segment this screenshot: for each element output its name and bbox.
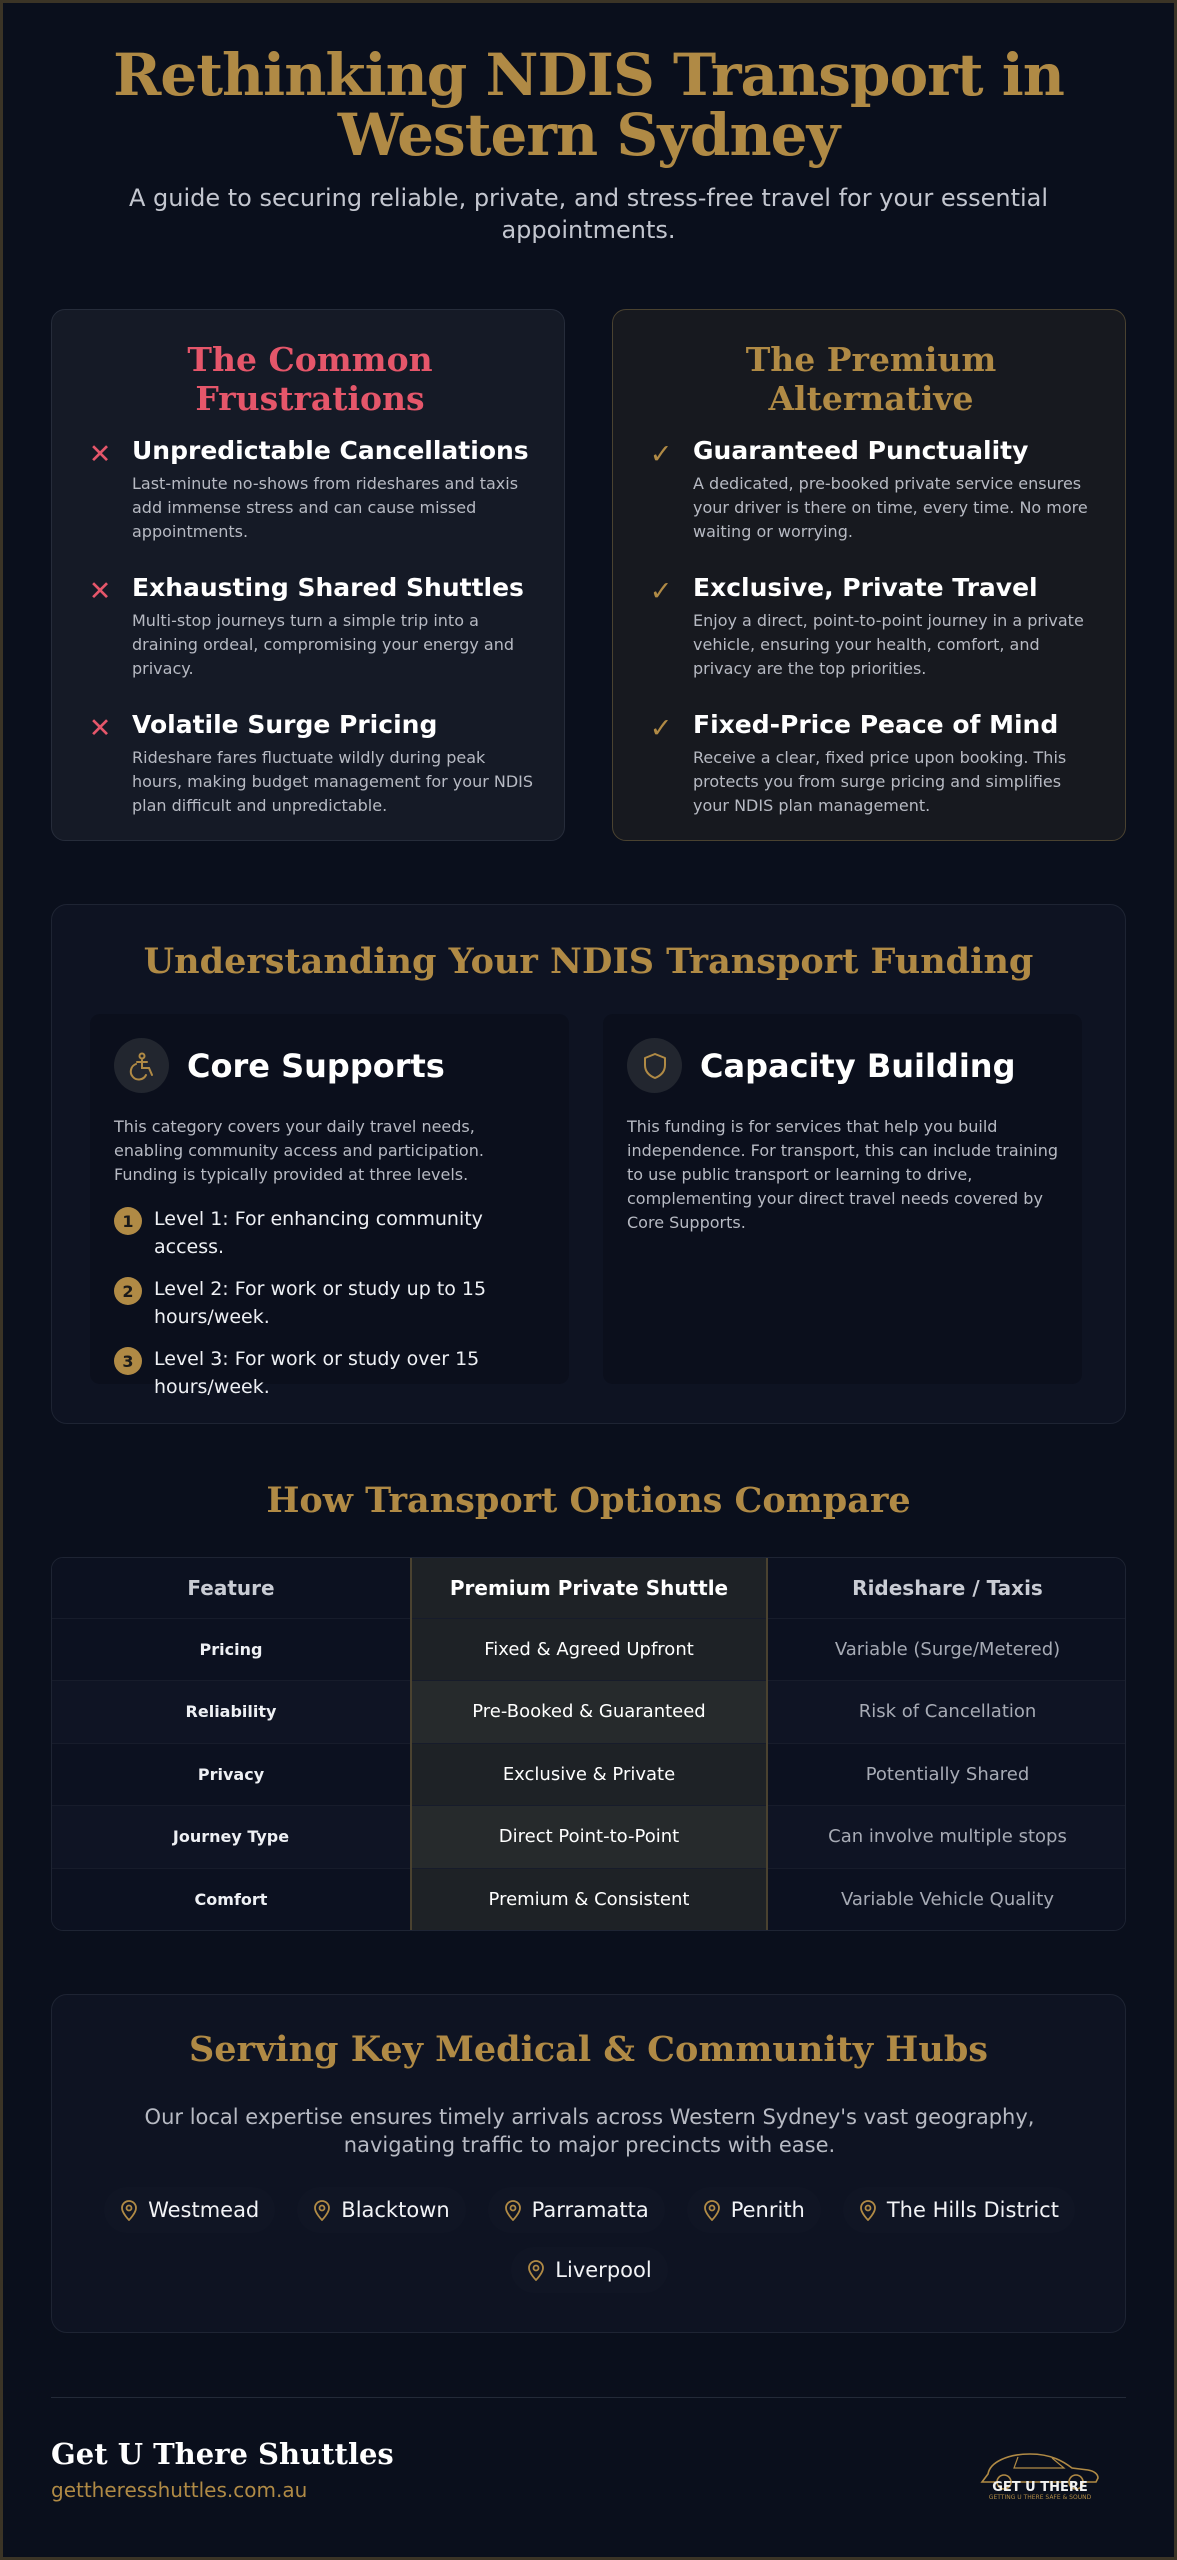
level-number: 3 <box>114 1347 142 1375</box>
logo-tagline: GETTING U THERE SAFE & SOUND <box>988 2494 1092 2501</box>
table-cell: Journey Type <box>52 1806 411 1869</box>
shield-icon <box>627 1038 682 1093</box>
comparison-title: How Transport Options Compare <box>266 1480 911 1521</box>
check-icon: ✓ <box>649 576 673 607</box>
level-number: 2 <box>114 1277 142 1305</box>
premium-card <box>612 309 1126 841</box>
frustration-item <box>86 710 534 818</box>
x-icon: ✕ <box>88 713 112 744</box>
x-icon: ✕ <box>88 439 112 470</box>
frustration-item <box>86 573 534 681</box>
funding-title: Understanding Your NDIS Transport Funding <box>143 941 1034 982</box>
hub-chip <box>843 2187 1075 2233</box>
hub-list <box>82 2187 1097 2293</box>
level-item <box>114 1275 545 1331</box>
frustration-item <box>86 436 534 544</box>
hub-chip <box>297 2187 465 2233</box>
hub-chip <box>511 2247 667 2293</box>
premium-item-title: Fixed-Price Peace of Mind <box>693 710 1059 739</box>
core-supports-title: Core Supports <box>187 1046 445 1085</box>
table-cell: Pricing <box>52 1618 411 1681</box>
table-cell: Exclusive & Private <box>411 1743 767 1806</box>
map-pin-icon <box>504 2199 522 2221</box>
map-pin-icon <box>120 2199 138 2221</box>
table-cell: Premium & Consistent <box>411 1868 767 1931</box>
comparison-table <box>51 1557 1126 1931</box>
company-logo <box>960 2432 1120 2502</box>
level-text: Level 2: For work or study up to 15 hours/week. <box>154 1278 487 1328</box>
premium-item <box>647 436 1095 544</box>
map-pin-icon <box>859 2199 877 2221</box>
table-row <box>52 1618 1126 1681</box>
footer-brand: Get U There Shuttles <box>51 2437 394 2471</box>
check-icon: ✓ <box>649 439 673 470</box>
level-item <box>114 1345 545 1401</box>
premium-item-title: Guaranteed Punctuality <box>693 436 1029 465</box>
level-text: Level 3: For work or study over 15 hours/week. <box>154 1348 480 1398</box>
frustration-item-text: Multi-stop journeys turn a simple trip into a draining ordeal, compromising your energy and privacy. <box>132 611 514 678</box>
table-cell: Variable Vehicle Quality <box>767 1868 1126 1931</box>
funding-section <box>51 904 1126 1424</box>
table-row <box>52 1806 1126 1869</box>
hub-chip <box>104 2187 275 2233</box>
frustrations-title: The Common Frustrations <box>187 340 433 418</box>
hub-label: Westmead <box>148 2198 260 2222</box>
hubs-text: Our local expertise ensures timely arrivals across Western Sydney's vast geography, navigating traffic to major precincts with ease. <box>144 2105 1035 2157</box>
capacity-building-box <box>603 1014 1082 1384</box>
table-cell: Pre-Booked & Guaranteed <box>411 1681 767 1744</box>
table-row <box>52 1681 1126 1744</box>
premium-item-title: Exclusive, Private Travel <box>693 573 1038 602</box>
table-cell: Can involve multiple stops <box>767 1806 1126 1869</box>
hub-label: The Hills District <box>886 2198 1059 2222</box>
frustration-item-title: Exhausting Shared Shuttles <box>132 573 524 602</box>
table-cell: Potentially Shared <box>767 1743 1126 1806</box>
table-row <box>52 1868 1126 1931</box>
level-number: 1 <box>114 1207 142 1235</box>
premium-title: The Premium Alternative <box>745 340 997 418</box>
table-row <box>52 1743 1126 1806</box>
hub-chip <box>488 2187 665 2233</box>
core-supports-box <box>90 1014 569 1398</box>
frustration-item-title: Unpredictable Cancellations <box>132 436 529 465</box>
table-header-cell: Premium Private Shuttle <box>411 1558 767 1618</box>
table-header-cell: Feature <box>52 1558 411 1618</box>
hub-chip <box>687 2187 821 2233</box>
premium-item-text: Receive a clear, fixed price upon booking. This protects you from surge pricing and simplifies your NDIS plan management. <box>693 748 1067 815</box>
capacity-building-text: This funding is for services that help you build independence. For transport, this can include training to use public transport or learning to drive, complementing your direct travel needs covered by Core Supports. <box>627 1117 1059 1232</box>
page-subtitle: A guide to securing reliable, private, and stress-free travel for your essential appointments. <box>128 184 1049 244</box>
premium-item <box>647 710 1095 818</box>
premium-item <box>647 573 1095 681</box>
frustration-item-text: Rideshare fares fluctuate wildly during peak hours, making budget management for your NDIS plan difficult and unpredictable. <box>132 748 534 815</box>
hub-label: Liverpool <box>555 2258 652 2282</box>
level-item <box>114 1205 545 1261</box>
frustration-item-title: Volatile Surge Pricing <box>132 710 438 739</box>
capacity-building-title: Capacity Building <box>700 1046 1016 1085</box>
table-header-cell: Rideshare / Taxis <box>767 1558 1126 1618</box>
check-icon: ✓ <box>649 713 673 744</box>
map-pin-icon <box>527 2259 545 2281</box>
hub-label: Blacktown <box>341 2198 450 2222</box>
frustration-item-text: Last-minute no-shows from rideshares and taxis add immense stress and can cause missed appointments. <box>132 474 519 541</box>
table-cell: Privacy <box>52 1743 411 1806</box>
table-cell: Fixed & Agreed Upfront <box>411 1618 767 1681</box>
map-pin-icon <box>313 2199 331 2221</box>
table-cell: Direct Point-to-Point <box>411 1806 767 1869</box>
map-pin-icon <box>703 2199 721 2221</box>
footer-website-link[interactable]: gettheresshuttles.com.au <box>51 2478 308 2502</box>
table-header-row <box>52 1558 1126 1618</box>
logo-text: GET U THERE <box>992 2480 1088 2495</box>
footer-divider <box>51 2397 1126 2398</box>
table-cell: Comfort <box>52 1868 411 1931</box>
x-icon: ✕ <box>88 576 112 607</box>
level-text: Level 1: For enhancing community access. <box>154 1208 483 1258</box>
hubs-title: Serving Key Medical & Community Hubs <box>188 2029 989 2070</box>
accessibility-icon <box>114 1038 169 1093</box>
hub-label: Parramatta <box>531 2198 649 2222</box>
table-cell: Variable (Surge/Metered) <box>767 1618 1126 1681</box>
table-cell: Risk of Cancellation <box>767 1681 1126 1744</box>
page-title: Rethinking NDIS Transport in Western Sydney <box>113 41 1064 169</box>
premium-item-text: Enjoy a direct, point-to-point journey in a private vehicle, ensuring your health, comfort, and privacy are the top priorities. <box>693 611 1084 678</box>
hubs-section <box>51 1994 1126 2333</box>
frustrations-card <box>51 309 565 841</box>
hub-label: Penrith <box>730 2198 805 2222</box>
core-supports-text: This category covers your daily travel needs, enabling community access and participation. Funding is typically provided at three levels. <box>114 1117 484 1184</box>
table-cell: Reliability <box>52 1681 411 1744</box>
premium-item-text: A dedicated, pre-booked private service ensures your driver is there on time, every time. No more waiting or worrying. <box>693 474 1088 541</box>
